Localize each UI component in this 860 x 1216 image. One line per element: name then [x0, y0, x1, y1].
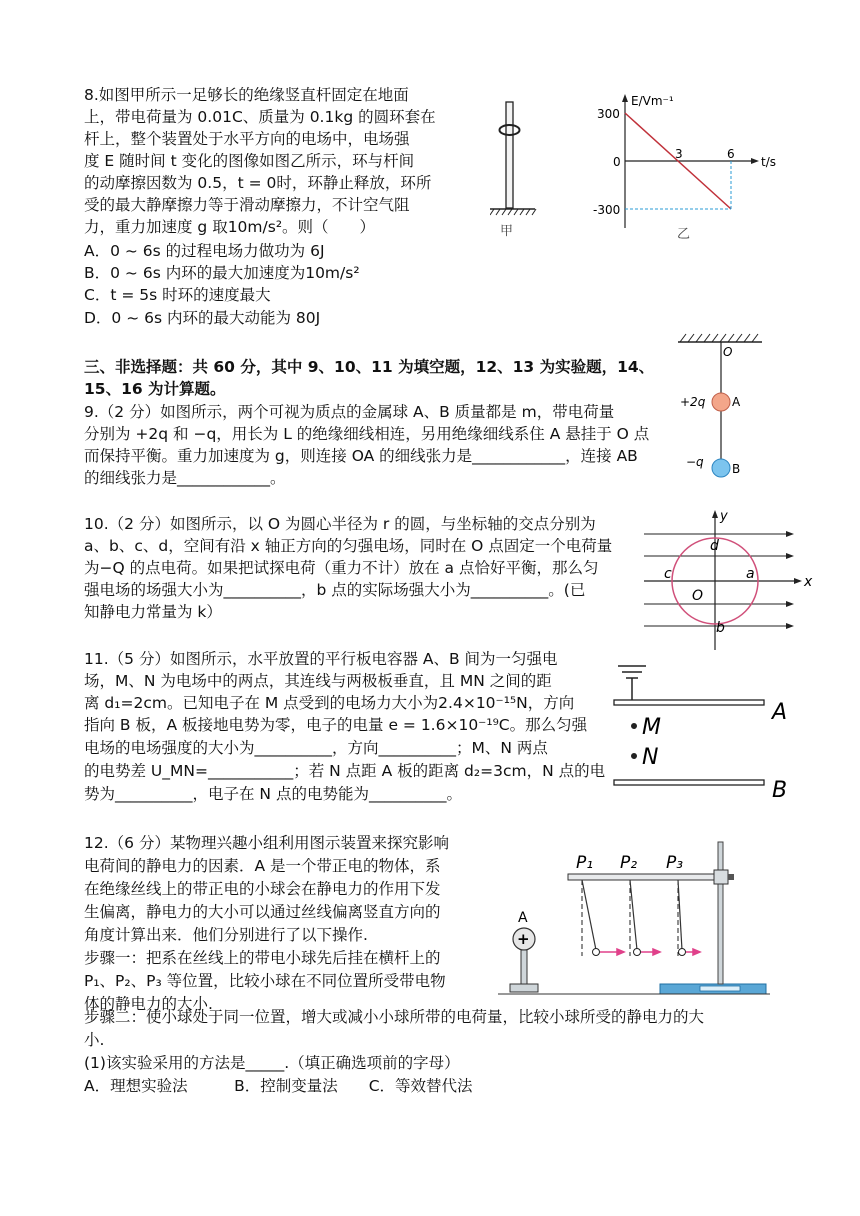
ceiling-hatch: [680, 334, 758, 342]
q9-line-2: 分别为 +2q 和 −q，用长为 L 的绝缘细线相连，另用绝缘细线系住 A 悬挂于 O 点: [84, 425, 650, 443]
q8-line-3: 杆上，整个装置处于水平方向的电场中，电场强: [84, 130, 410, 148]
q12-line-1: 12.（6 分）某物理兴趣小组利用图示装置来探究影响: [84, 834, 449, 852]
ball-b: [712, 459, 730, 477]
ball-p2: [634, 949, 641, 956]
insulating-rod: [506, 102, 513, 208]
label-x: x: [804, 574, 813, 590]
q8-line-4: 度 E 随时间 t 变化的图像如图乙所示，环与杆间: [84, 152, 415, 170]
q9-line-3: 而保持平衡。重力加速度为 g，则连接 OA 的细线张力是____________，连接 AB: [84, 447, 638, 465]
plate-a: [614, 700, 764, 705]
q12-line-3: 在绝缘丝线上的带正电的小球会在静电力的作用下发: [84, 880, 441, 898]
tick-neg300: -300: [593, 203, 621, 217]
ball-a: [712, 393, 730, 411]
q11-line-7: 势为__________，电子在 N 点的电势能为__________。: [84, 785, 462, 803]
stand-pole: [718, 842, 723, 984]
fig-yi-graph: [585, 88, 790, 248]
q8-line-2: 上，带电荷量为 0.01C、质量为 0.1kg 的圆环套在: [84, 108, 436, 126]
q8-line-7: 力，重力加速度 g 取10m/s²。则（ ）: [84, 218, 376, 236]
q11-line-2: 场，M、N 为电场中的两点，其连线与两极板垂直，且 MN 之间的距: [84, 672, 552, 690]
label-m: M: [642, 715, 661, 740]
label-p2: P₂: [620, 853, 638, 873]
ball-p3: [679, 949, 686, 956]
q8-option-d: D．0 ~ 6s 内环的最大动能为 80J: [84, 309, 321, 327]
ball-p1: [593, 949, 600, 956]
graph-y-arrow: [622, 94, 628, 102]
charge-a: +2q: [680, 395, 706, 409]
point-n: [631, 753, 637, 759]
tick-0: 0: [613, 155, 621, 169]
graph-x-arrow: [751, 158, 759, 164]
q11-line-4: 指向 B 板，A 板接地电势为零，电子的电量 e = 1.6×10⁻¹⁹C。那么匀强: [84, 716, 588, 734]
point-o: O: [723, 345, 733, 359]
q8-line-5: 的动摩擦因数为 0.5，t = 0时，环静止释放，环所: [84, 174, 432, 192]
q12-line-2: 电荷间的静电力的因素．A 是一个带正电的物体，系: [84, 857, 441, 875]
label-n: N: [642, 745, 659, 770]
label-p1: P₁: [576, 853, 594, 873]
ground-hatch: [490, 209, 536, 215]
q12-line-6: 步骤一：把系在丝线上的带电小球先后挂在横杆上的: [84, 949, 441, 967]
q11-line-3: 离 d₁=2cm。已知电子在 M 点受到的电场力大小为2.4×10⁻¹⁵N，方向: [84, 694, 575, 712]
fig-jia-rod: [490, 96, 550, 246]
tick-300: 300: [597, 107, 620, 121]
q12-line-12: A．理想实验法 B．控制变量法 C．等效替代法: [84, 1077, 473, 1095]
q9-line-1: 9.（2 分）如图所示，两个可视为质点的金属球 A、B 质量都是 m，带电荷量: [84, 403, 615, 421]
q12-line-7: P₁、P₂、P₃ 等位置，比较小球在不同位置所受带电物: [84, 972, 446, 990]
plus-sign: +: [517, 930, 530, 948]
label-o: O: [692, 588, 704, 604]
q12-line-10: 小.: [84, 1031, 105, 1049]
q12-line-5: 角度计算出来．他们分别进行了以下操作.: [84, 926, 368, 944]
q9-line-4: 的细线张力是____________。: [84, 469, 286, 487]
fig-yi-label: 乙: [677, 227, 691, 242]
q8-option-a: A．0 ~ 6s 的过程电场力做功为 6J: [84, 242, 325, 260]
label-a: A: [732, 395, 741, 409]
clamp: [714, 870, 728, 884]
crossbar: [568, 874, 728, 880]
label-y: y: [720, 509, 728, 524]
q10-figure: [640, 504, 820, 654]
section-3-line-1: 三、非选择题：共 60 分，其中 9、10、11 为填空题，12、13 为实验题，14、: [84, 358, 655, 376]
clamp-screw: [728, 874, 734, 880]
object-stand: [521, 950, 527, 984]
threads: [582, 880, 682, 950]
q10-line-5: 知静电力常量为 k）: [84, 603, 222, 621]
q8-line-6: 受的最大静摩擦力等于滑动摩擦力，不计空气阻: [84, 196, 410, 214]
tick-3: 3: [675, 147, 683, 161]
q8-option-b: B．0 ~ 6s 内环的最大加速度为10m/s²: [84, 264, 360, 282]
q12-line-9: 步骤二：使小球处于同一位置，增大或减小小球所带的电荷量，比较小球所受的静电力的大: [84, 1008, 705, 1026]
q11-figure: [604, 654, 800, 804]
q11-line-5: 电场的电场强度的大小为__________，方向__________；M、N 两点: [84, 739, 548, 757]
label-b: b: [716, 620, 725, 636]
q10-line-3: 为−Q 的点电荷。如果把试探电荷（重力不计）放在 a 点恰好平衡，那么匀: [84, 559, 599, 577]
q8-option-c: C．t = 5s 时环的速度最大: [84, 286, 271, 304]
label-object-a: A: [518, 910, 528, 926]
q10-line-2: a、b、c、d，空间有沿 x 轴正方向的匀强电场，同时在 O 点固定一个电荷量: [84, 537, 613, 555]
label-d: d: [710, 538, 719, 554]
label-c: c: [664, 566, 672, 582]
plate-b: [614, 780, 764, 785]
label-b: B: [732, 462, 741, 476]
q12-line-11: (1)该实验采用的方法是_____.（填正确选项前的字母）: [84, 1054, 460, 1072]
q12-line-4: 生偏离，静电力的大小可以通过丝线偏离竖直方向的: [84, 903, 441, 921]
graph-xlabel: t/s: [761, 155, 776, 169]
y-axis-arrow: [712, 510, 718, 518]
field-arrows: [786, 531, 794, 629]
label-a: a: [746, 566, 755, 582]
stand-base-slot: [700, 986, 740, 991]
x-axis-arrow: [794, 578, 802, 584]
label-p3: P₃: [666, 853, 684, 873]
q10-line-4: 强电场的场强大小为__________，b 点的实际场强大小为__________。(已: [84, 581, 586, 599]
label-plate-a: A: [772, 700, 788, 725]
charge-b: −q: [686, 455, 704, 469]
label-plate-b: B: [772, 778, 788, 803]
vertical-references: [582, 880, 678, 956]
object-base: [510, 984, 538, 992]
q11-line-1: 11.（5 分）如图所示，水平放置的平行板电容器 A、B 间为一匀强电: [84, 650, 558, 668]
q8-line-1: 8.如图甲所示一足够长的绝缘竖直杆固定在地面: [84, 86, 409, 104]
tick-6: 6: [727, 147, 735, 161]
fig-jia-label: 甲: [500, 224, 514, 239]
q12-figure: [490, 834, 780, 1000]
q11-line-6: 的电势差 U_MN=___________；若 N 点距 A 板的距离 d₂=3cm，N 点的电: [84, 762, 606, 780]
q9-figure: [668, 326, 768, 486]
q12-line-8: 体的静电力的大小.: [84, 995, 213, 1013]
point-m: [631, 723, 637, 729]
section-3-line-2: 15、16 为计算题。: [84, 380, 226, 398]
graph-ylabel: E/Vm⁻¹: [631, 94, 674, 108]
q10-line-1: 10.（2 分）如图所示，以 O 为圆心半径为 r 的圆，与坐标轴的交点分别为: [84, 515, 596, 533]
